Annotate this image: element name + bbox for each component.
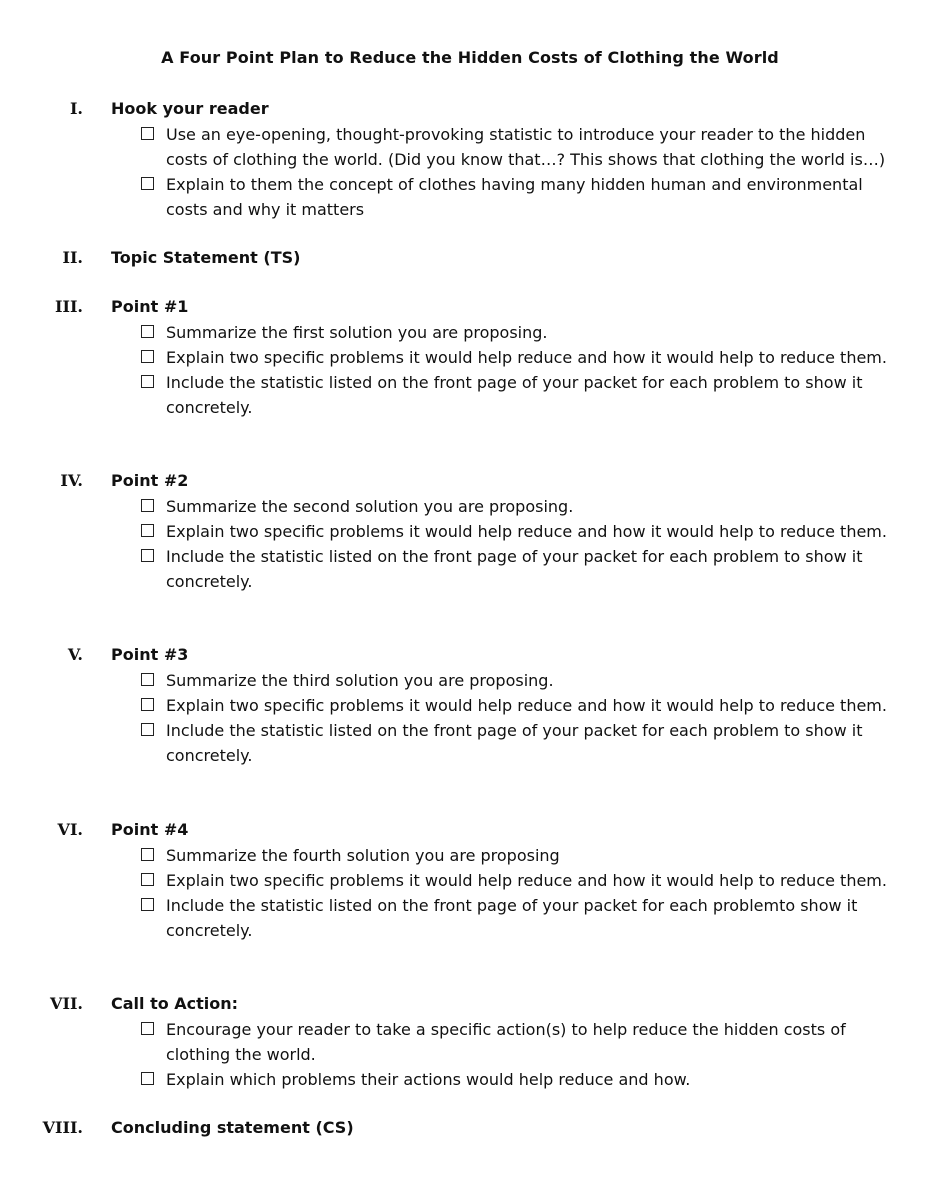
- checklist: [0, 494, 940, 594]
- checklist-item: [0, 693, 888, 718]
- checklist-item: [0, 718, 888, 768]
- checklist-item: [0, 544, 888, 594]
- checkbox[interactable]: [141, 177, 154, 190]
- section-numeral: VI.: [57, 820, 83, 839]
- checkbox[interactable]: [141, 848, 154, 861]
- checklist-item: [0, 370, 888, 420]
- checklist-item: [0, 320, 888, 345]
- checklist-item-text: Summarize the third solution you are proposing.: [166, 671, 554, 690]
- section-heading: Hook your reader: [111, 99, 269, 118]
- checklist-item: [0, 519, 888, 544]
- checklist-item-text: Explain two specific problems it would help reduce and how it would help to reduce them.: [166, 522, 887, 541]
- checkbox[interactable]: [141, 499, 154, 512]
- checklist: [0, 668, 940, 768]
- checklist-item-text: Explain two specific problems it would help reduce and how it would help to reduce them.: [166, 696, 887, 715]
- checklist-item-text: Summarize the second solution you are proposing.: [166, 497, 574, 516]
- checkbox[interactable]: [141, 1022, 154, 1035]
- checklist-item-text: Include the statistic listed on the front page of your packet for each problemto show it concretely.: [166, 896, 858, 940]
- section-heading: Point #2: [111, 471, 189, 490]
- checkbox[interactable]: [141, 524, 154, 537]
- checklist-item-text: Summarize the first solution you are proposing.: [166, 323, 548, 342]
- checkbox[interactable]: [141, 325, 154, 338]
- section-heading: Point #1: [111, 297, 189, 316]
- section-numeral: I.: [69, 99, 83, 118]
- section-numeral: V.: [67, 645, 83, 664]
- checklist-item: [0, 172, 888, 222]
- section-numeral: III.: [54, 297, 83, 316]
- checklist-item: [0, 868, 888, 893]
- checklist: [0, 122, 940, 222]
- checklist: [0, 1017, 940, 1092]
- section-heading: Point #3: [111, 645, 189, 664]
- checklist-item-text: Use an eye-opening, thought-provoking statistic to introduce your reader to the hidden costs of clothing the world. (Did you know that…? This shows that clothing the world is…): [166, 125, 886, 169]
- checklist-item: [0, 843, 888, 868]
- checklist-item: [0, 668, 888, 693]
- checkbox[interactable]: [141, 1072, 154, 1085]
- checkbox[interactable]: [141, 898, 154, 911]
- checklist-item-text: Summarize the fourth solution you are proposing: [166, 846, 560, 865]
- checkbox[interactable]: [141, 723, 154, 736]
- checklist-item-text: Encourage your reader to take a specific action(s) to help reduce the hidden costs of clothing the world.: [166, 1020, 846, 1064]
- checklist-item-text: Include the statistic listed on the front page of your packet for each problem to show it concretely.: [166, 721, 863, 765]
- checklist: [0, 320, 940, 420]
- checklist-item-text: Include the statistic listed on the front page of your packet for each problem to show it concretely.: [166, 547, 863, 591]
- checklist-item: [0, 893, 888, 943]
- checklist-item-text: Include the statistic listed on the front page of your packet for each problem to show it concretely.: [166, 373, 863, 417]
- section-numeral: VIII.: [42, 1118, 83, 1137]
- checklist-item: [0, 494, 888, 519]
- section-numeral: II.: [62, 248, 83, 267]
- checklist-item-text: Explain which problems their actions would help reduce and how.: [166, 1070, 691, 1089]
- section-heading: Call to Action:: [111, 994, 239, 1013]
- checklist: [0, 843, 940, 943]
- checklist-item: [0, 345, 888, 370]
- checklist-item-text: Explain two specific problems it would help reduce and how it would help to reduce them.: [166, 871, 887, 890]
- checkbox[interactable]: [141, 350, 154, 363]
- document-title: A Four Point Plan to Reduce the Hidden Costs of Clothing the World: [161, 48, 779, 67]
- section-heading: Topic Statement (TS): [111, 248, 301, 267]
- section-heading: Point #4: [111, 820, 189, 839]
- checklist-item: [0, 1017, 888, 1067]
- checkbox[interactable]: [141, 673, 154, 686]
- checkbox[interactable]: [141, 549, 154, 562]
- checkbox[interactable]: [141, 873, 154, 886]
- checklist-item-text: Explain to them the concept of clothes having many hidden human and environmental costs and why it matters: [166, 175, 863, 219]
- checklist-item: [0, 1067, 888, 1092]
- section-numeral: VII.: [50, 994, 83, 1013]
- checkbox[interactable]: [141, 698, 154, 711]
- checklist-item: [0, 122, 888, 172]
- section-heading: Concluding statement (CS): [111, 1118, 354, 1137]
- checklist-item-text: Explain two specific problems it would help reduce and how it would help to reduce them.: [166, 348, 887, 367]
- checkbox[interactable]: [141, 127, 154, 140]
- checkbox[interactable]: [141, 375, 154, 388]
- section-numeral: IV.: [60, 471, 83, 490]
